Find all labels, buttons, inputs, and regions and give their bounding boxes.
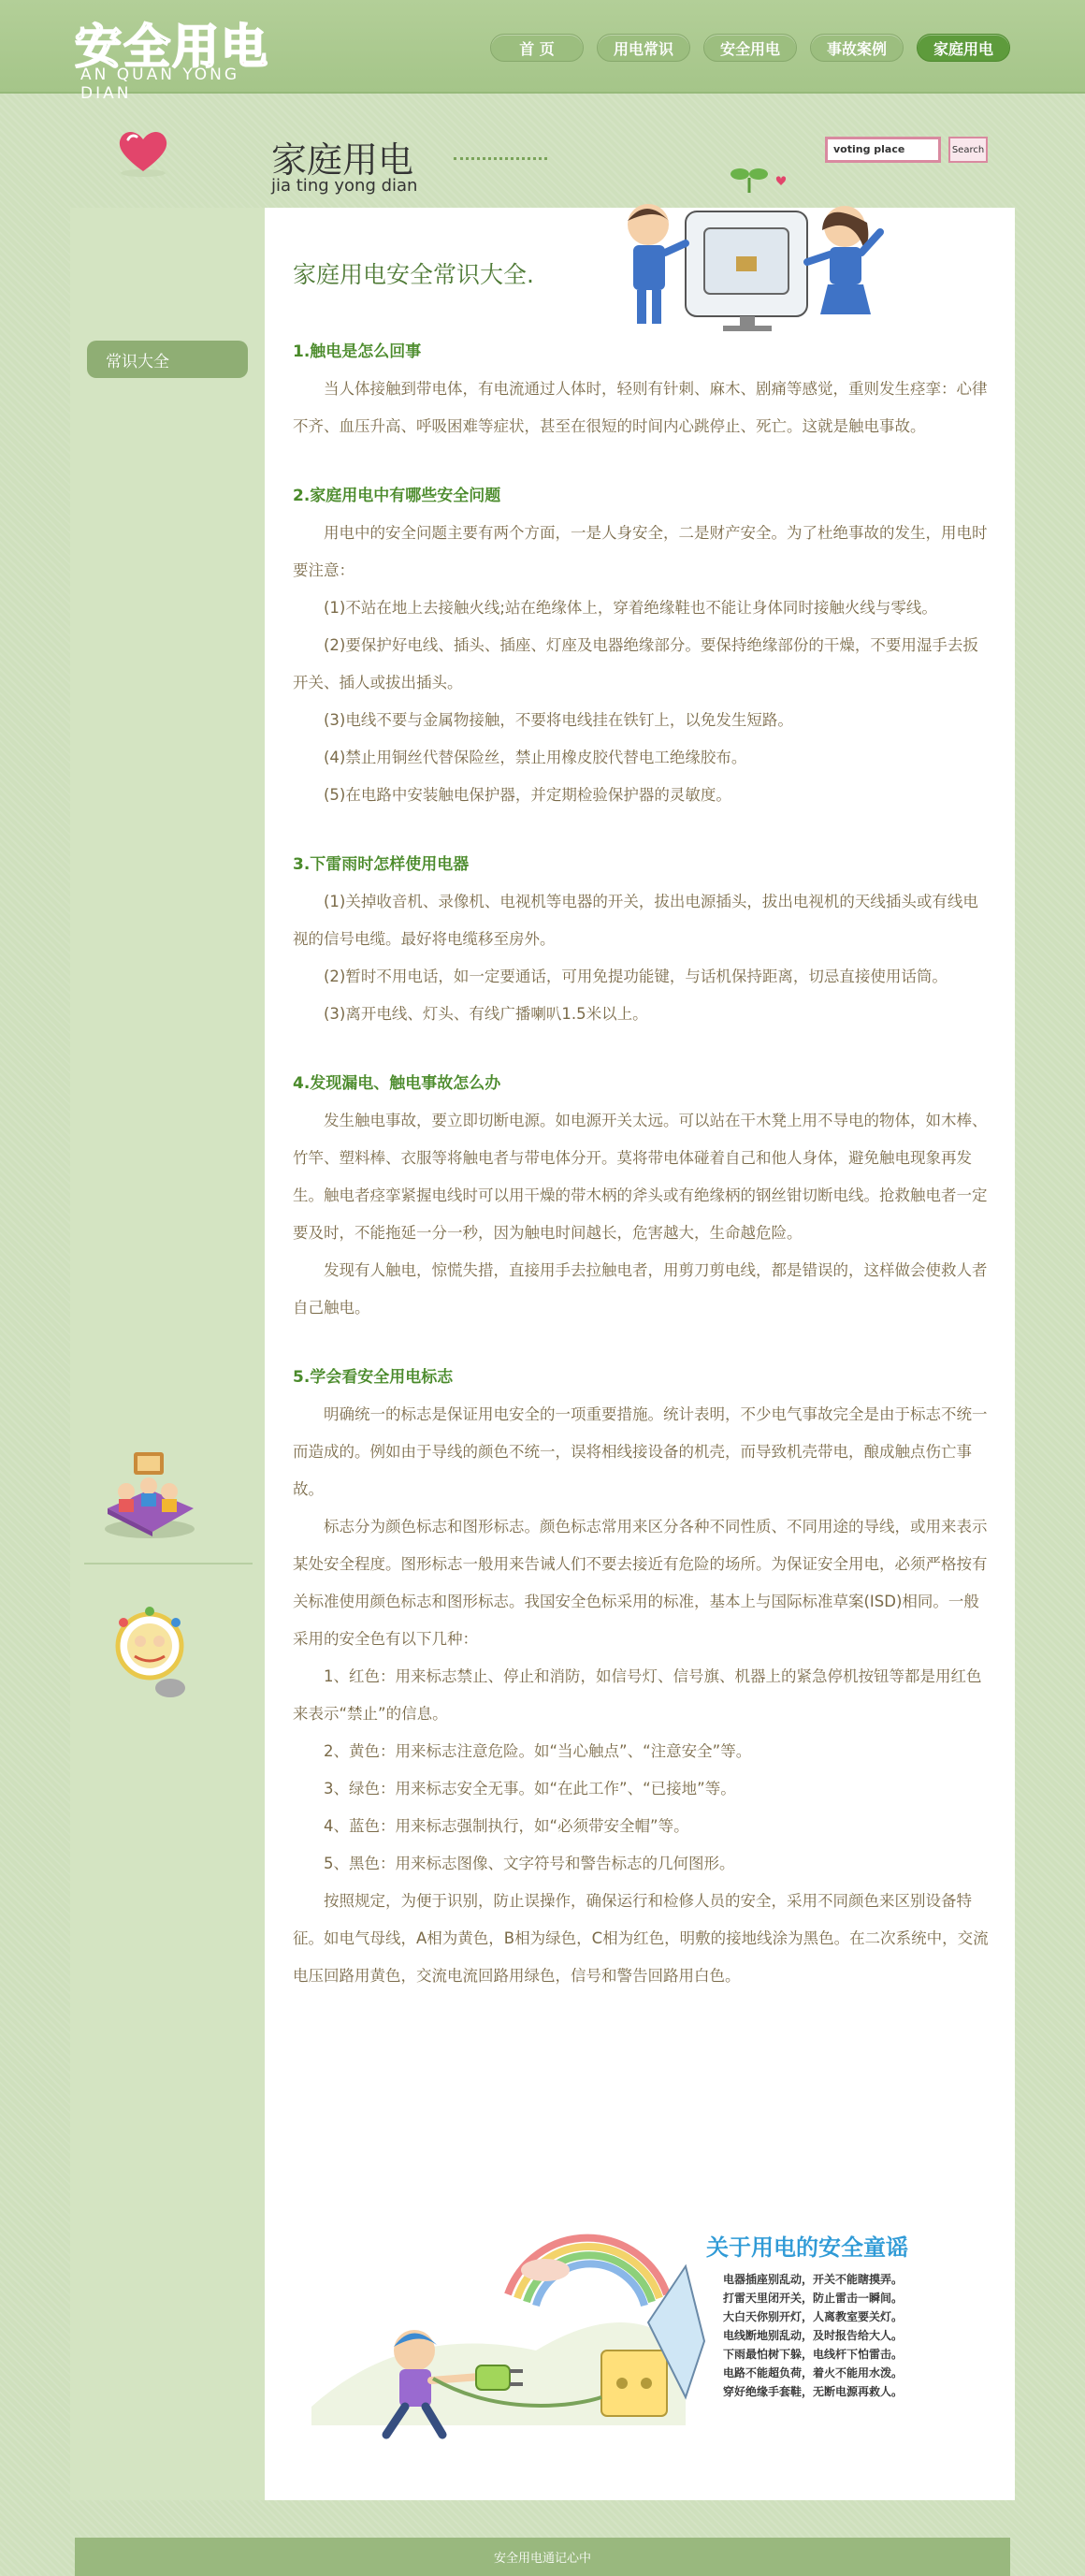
paragraph: (1)关掉收音机、录像机、电视机等电器的开关，拔出电源插头，拔出电视机的天线插头或有线电视的信号电缆。最好将电缆移至房外。 xyxy=(293,893,978,948)
cartoon-family-computer-illustration xyxy=(600,150,899,337)
paragraph: 1、红色：用来标志禁止、停止和消防，如信号灯、信号旗、机器上的紧急停机按钮等都是用红色来表示“禁止”的信息。 xyxy=(293,1667,982,1723)
paragraph: (3)离开电线、灯头、有线广播喇叭1.5米以上。 xyxy=(324,1005,648,1023)
heart-icon xyxy=(115,128,171,179)
nav-item-home[interactable]: 首 页 xyxy=(490,34,584,62)
rhyme-line: 下雨最怕树下躲，电线杆下怕雷击。 xyxy=(723,2348,904,2361)
nav-item-safe-electricity[interactable]: 安全用电 xyxy=(703,34,797,62)
logo-text-a: 安全 xyxy=(75,20,172,74)
rhyme-line: 电器插座别乱动，开关不能瞎摸弄。 xyxy=(723,2273,904,2286)
paragraph: (2)暂时不用电话，如一定要通话，可用免提功能键，与话机保持距离，切忌直接使用话筒。 xyxy=(324,968,948,985)
paragraph: (1)不站在地上去接触火线;站在绝缘体上，穿着绝缘鞋也不能让身体同时接触火线与零线。 xyxy=(324,599,937,617)
main-nav xyxy=(490,34,1010,62)
rhyme-line: 穿好绝缘手套鞋，无断电源再救人。 xyxy=(723,2385,904,2398)
logo-text-b: 用 xyxy=(172,20,221,74)
paragraph: (2)要保护好电线、插头、插座、灯座及电器绝缘部分。要保持绝缘部份的干燥，不要用湿手去扳开关、插人或拔出插头。 xyxy=(293,636,978,691)
logo-subtitle: AN QUAN YONG DIAN xyxy=(80,65,240,103)
sidebar-divider xyxy=(84,1563,253,1565)
paragraph: 明确统一的标志是保证用电安全的一项重要措施。统计表明，不少电气事故完全是由于标志不统一而造成的。例如由于导线的颜色不统一，误将相线接设备的机壳，而导致机壳带电，酿成触点伤亡事故。 xyxy=(293,1405,988,1498)
nav-item-accident-cases[interactable]: 事故案例 xyxy=(810,34,904,62)
paragraph: (4)禁止用铜丝代替保险丝，禁止用橡皮胶代替电工绝缘胶布。 xyxy=(324,749,747,766)
rhyme-line: 大白天你别开灯，人离教室要关灯。 xyxy=(723,2310,904,2323)
paragraph: 5、黑色：用来标志图像、文字符号和警告标志的几何图形。 xyxy=(324,1855,735,1872)
sidebar xyxy=(70,208,265,2500)
search-input[interactable]: voting place xyxy=(825,137,941,163)
paragraph: 当人体接触到带电体，有电流通过人体时，轻则有针刺、麻木、剧痛等感觉，重则发生痉挛：心律不齐、血压升高、呼吸困难等症状，甚至在很短的时间内心跳停止、死亡。这就是触电事故。 xyxy=(293,380,988,435)
rhyme-line: 打雷天里闭开关，防止雷击一瞬间。 xyxy=(723,2292,904,2305)
section-heading: 3.下雷雨时怎样使用电器 xyxy=(293,855,470,874)
paragraph: 发现有人触电，惊慌失措，直接用手去拉触电者，用剪刀剪电线，都是错误的，这样做会使救人者自己触电。 xyxy=(293,1261,988,1317)
search-button[interactable]: Search xyxy=(948,137,988,163)
paragraph: (5)在电路中安装触电保护器，并定期检验保护器的灵敏度。 xyxy=(324,786,731,804)
paragraph: 发生触电事故，要立即切断电源。如电源开关太远。可以站在干木凳上用不导电的物体，如木棒、竹竿、塑料棒、衣服等将触电者与带电体分开。莫将带电体碰着自己和他人身体，避免触电现象再发生。触电者痉挛紧握电线时可以用干燥的带木柄的斧头或有绝缘柄的钢丝钳切断电线。抢救触电者一定要及时，不能拖延一分一秒，因为触电时间越长，危害越大，生命越危险。 xyxy=(293,1112,988,1242)
paragraph: 3、绿色：用来标志安全无事。如“在此工作”、“已接地”等。 xyxy=(324,1780,736,1797)
section-title: 家庭用电 xyxy=(271,139,414,181)
content-header xyxy=(265,208,1015,335)
rhyme-lines xyxy=(723,2270,903,2401)
nav-item-home-electricity[interactable]: 家庭用电 xyxy=(917,34,1010,62)
main-container xyxy=(70,208,1015,2500)
paragraph: (3)电线不要与金属物接触，不要将电线挂在铁钉上，以免发生短路。 xyxy=(324,711,793,729)
sidebar-item-common-knowledge[interactable]: 常识大全 xyxy=(87,341,248,378)
section-heading: 5.学会看安全用电标志 xyxy=(293,1368,454,1387)
section-subtitle: jia ting yong dian xyxy=(271,176,418,196)
kids-cartoon-illustration xyxy=(98,1443,201,1546)
safety-rhyme-illustration xyxy=(293,2210,992,2444)
paragraph: 标志分为颜色标志和图形标志。颜色标志常用来区分各种不同性质、不同用途的导线，或用来表示某处安全程度。图形标志一般用来告诫人们不要去接近有危险的场所。为保证安全用电，必须严格按有关标准使用颜色标志和图形标志。我国安全色标采用的标准，基本上与国际标准草案(ISD)相同。一般采用的安全色有以下几种： xyxy=(293,1518,988,1648)
page-title: 家庭用电安全常识大全. xyxy=(293,261,534,288)
site-logo[interactable] xyxy=(75,9,290,103)
cartoon-badge-illustration xyxy=(103,1604,196,1707)
paragraph: 2、黄色：用来标志注意危险。如“当心触点”、“注意安全”等。 xyxy=(324,1742,752,1760)
footer: 安全用电通记心中 xyxy=(75,2538,1010,2576)
paragraph: 用电中的安全问题主要有两个方面，一是人身安全，二是财产安全。为了杜绝事故的发生，用电时要注意： xyxy=(293,524,988,579)
top-bar xyxy=(0,0,1085,103)
nav-item-electric-knowledge[interactable]: 用电常识 xyxy=(597,34,690,62)
section-heading: 2.家庭用电中有哪些安全问题 xyxy=(293,487,501,505)
section-heading: 1.触电是怎么回事 xyxy=(293,342,422,361)
rhyme-title: 关于用电的安全童谣 xyxy=(706,2234,908,2261)
paragraph: 4、蓝色：用来标志强制执行，如“必须带安全帽”等。 xyxy=(324,1817,689,1835)
article xyxy=(293,339,992,1995)
paragraph: 按照规定，为便于识别，防止误操作，确保运行和检修人员的安全，采用不同颜色来区别设备特征。如电气母线，A相为黄色，B相为绿色，C相为红色，明敷的接地线涂为黑色。在二次系统中，交流电压回路用黄色，交流电流回路用绿色，信号和警告回路用白色。 xyxy=(293,1892,989,1985)
logo-text-c: 电 xyxy=(221,20,269,74)
section-heading: 4.发现漏电、触电事故怎么办 xyxy=(293,1074,501,1093)
title-dotted-line xyxy=(454,157,547,160)
search-form xyxy=(825,137,993,168)
rhyme-line: 电线断地别乱动，及时报告给大人。 xyxy=(723,2329,904,2342)
content-panel xyxy=(265,208,1015,2500)
rhyme-line: 电路不能超负荷，着火不能用水泼。 xyxy=(723,2366,904,2380)
